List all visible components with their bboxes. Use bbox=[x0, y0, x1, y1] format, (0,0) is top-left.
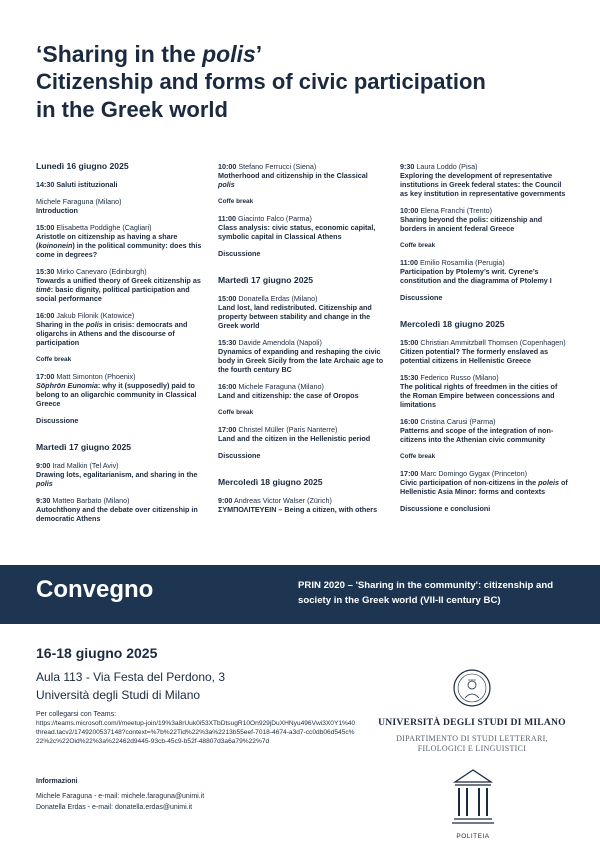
program-entry: 10:00 Stefano Ferrucci (Siena) Motherhood and citizenship in the Classical polis bbox=[218, 162, 368, 189]
program-entry: 9:30 Laura Loddo (Pisa) Exploring the development of representative institutions in Greek federal states: the Council as key institution in representative governments bbox=[400, 162, 566, 198]
session-opening: 14:30 Saluti istituzionali bbox=[36, 180, 118, 189]
program-entry: Michele Faraguna (Milano) Introduction bbox=[36, 197, 122, 215]
band-title: Convegno bbox=[36, 576, 154, 603]
teams-section bbox=[36, 710, 356, 746]
title-line-1: ‘Sharing in the polis’ bbox=[36, 41, 263, 67]
day-heading: Mercoledì 18 giugno 2025 bbox=[400, 319, 505, 329]
program-entry: 10:00 Elena Franchi (Trento) Sharing beyond the polis: citizenship and borders in ancient federal Greece bbox=[400, 206, 543, 233]
title-line-3: in the Greek world bbox=[36, 97, 228, 122]
info-heading: Informazioni bbox=[36, 778, 78, 785]
university-logo-block bbox=[372, 668, 572, 754]
event-university: Università degli Studi di Milano bbox=[36, 688, 201, 702]
program-entry: 17:00 Matt Simonton (Phoenix) Sōphrōn Eunomia: why it (supposedly) paid to belong to an oligarchic community in Classical Greece bbox=[36, 372, 197, 408]
day-heading: Mercoledì 18 giugno 2025 bbox=[218, 477, 323, 487]
program-entry: 9:30 Matteo Barbato (Milano) Autochthony and the debate over citizenship in democratic Athens bbox=[36, 496, 198, 523]
program-entry: 16:00 Cristina Carusi (Parma) Patterns and scope of the integration of non-citizens into the Athenian civic community bbox=[400, 417, 554, 444]
teams-link[interactable]: https://teams.microsoft.com/l/meetup-join/19%3a8rUuk0i53XTbDtsugR10On929jDuXHNyu496Vwi3X0Y1%40thread.tacv2/1749200537148?context=%7b%22Tid%22%3a%2213b55eef-7018-4674-a3d7-cc0db06d545c%22%2c%22Oid%22%3a%22462d9445-93cb-45c9-b52f-48807d3a6a79%22%7d bbox=[36, 720, 356, 745]
program-entry: 15:30 Federico Russo (Milano) The political rights of freedmen in the cities of the Roman Empire between concessions and limitations bbox=[400, 373, 558, 409]
program-entry: 9:00 Andreas Victor Walser (Zürich) ΣΥΜΠΟΛΙΤΕΥΕΙΝ – Being a citizen, with others bbox=[218, 496, 378, 514]
program-entry: 17:00 Marc Domingo Gygax (Princeton) Civic participation of non-citizens in the poleis of Hellenistic Asia Minor: forms and contexts bbox=[400, 469, 568, 496]
poster-title bbox=[36, 40, 576, 124]
program-entry: 9:00 Irad Malkin (Tel Aviv) Drawing lots, egalitarianism, and sharing in the polis bbox=[36, 461, 198, 488]
coffee-break: Coffe break bbox=[400, 242, 436, 249]
temple-icon bbox=[451, 768, 495, 826]
event-room: Aula 113 - Via Festa del Perdono, 3 bbox=[36, 670, 226, 684]
program-entry: 11:00 Emilio Rosamilia (Perugia) Participation by Ptolemy’s writ. Cyrene’s constitution and the diagramma of Ptolemy I bbox=[400, 258, 552, 285]
program-entry: 15:30 Davide Amendola (Napoli) Dynamics of expanding and reshaping the civic body in Greek Sicily from the late Archaic age to the fourth century BC bbox=[218, 338, 384, 374]
coffee-break: Coffe break bbox=[36, 356, 72, 363]
coffee-break: Coffe break bbox=[218, 409, 254, 416]
university-name: UNIVERSITÀ DEGLI STUDI DI MILANO bbox=[378, 717, 566, 728]
program-column-3 bbox=[400, 162, 568, 521]
teams-label: Per collegarsi con Teams: bbox=[36, 711, 117, 718]
event-dates: 16-18 giugno 2025 bbox=[36, 645, 158, 661]
program-entry: 16:00 Michele Faraguna (Milano) Land and citizenship: the case of Oropos bbox=[218, 382, 359, 400]
discussion: Discussione bbox=[400, 293, 443, 302]
day-heading: Martedì 17 giugno 2025 bbox=[218, 275, 314, 285]
day-heading: Lunedì 16 giugno 2025 bbox=[36, 161, 129, 171]
program-entry: 15:00 Donatella Erdas (Milano) Land lost, land redistributed. Citizenship and property between stability and change in the Greek world bbox=[218, 294, 372, 330]
politeia-logo bbox=[442, 768, 504, 840]
day-heading: Martedì 17 giugno 2025 bbox=[36, 442, 132, 452]
program-column-2 bbox=[218, 162, 386, 522]
politeia-name: POLITEIA bbox=[456, 833, 490, 840]
coffee-break: Coffe break bbox=[400, 453, 436, 460]
program-entry: 15:30 Mirko Canevaro (Edinburgh) Towards a unified theory of Greek citizenship as timē: basic dignity, political participation and social performance bbox=[36, 267, 201, 303]
contact-line[interactable]: Michele Faraguna - e-mail: michele.faraguna@unimi.it bbox=[36, 793, 205, 800]
discussion: Discussione bbox=[36, 416, 79, 425]
discussion: Discussione bbox=[218, 451, 261, 460]
info-section bbox=[36, 776, 336, 813]
contact-line[interactable]: Donatella Erdas - e-mail: donatella.erdas@unimi.it bbox=[36, 804, 193, 811]
program-entry: 15:00 Christian Ammitzbøll Thomsen (Copenhagen) Citizen potential? The formerly enslaved as potential citizens in Hellenistic Greece bbox=[400, 338, 566, 365]
title-line-2: Citizenship and forms of civic participation bbox=[36, 69, 486, 94]
university-seal-icon bbox=[452, 668, 492, 708]
department-name: DIPARTIMENTO DI STUDI LETTERARI, FILOLOGICI E LINGUISTICI bbox=[396, 734, 548, 753]
closing-discussion: Discussione e conclusioni bbox=[400, 504, 491, 513]
program-entry: 17:00 Christel Müller (Paris Nanterre) Land and the citizen in the Hellenistic period bbox=[218, 425, 371, 443]
band-subtitle: PRIN 2020 – 'Sharing in the community': citizenship and society in the Greek world (VII-II century BC) bbox=[298, 580, 554, 606]
program-column-1 bbox=[36, 162, 204, 531]
program-entry: 15:00 Elisabetta Poddighe (Cagliari) Aristotle on citizenship as having a share (koinonein) in the political community: does this come in degrees? bbox=[36, 223, 202, 259]
event-location bbox=[36, 668, 225, 704]
discussion: Discussione bbox=[218, 249, 261, 258]
program-entry: 16:00 Jakub Filonik (Katowice) Sharing in the polis in crisis: democrats and oligarchs in Athens and the discourse of participation bbox=[36, 311, 188, 347]
coffee-break: Coffe break bbox=[218, 198, 254, 205]
program-entry: 11:00 Giacinto Falco (Parma) Class analysis: civic status, economic capital, symbolic capital in Classical Athens bbox=[218, 214, 376, 241]
